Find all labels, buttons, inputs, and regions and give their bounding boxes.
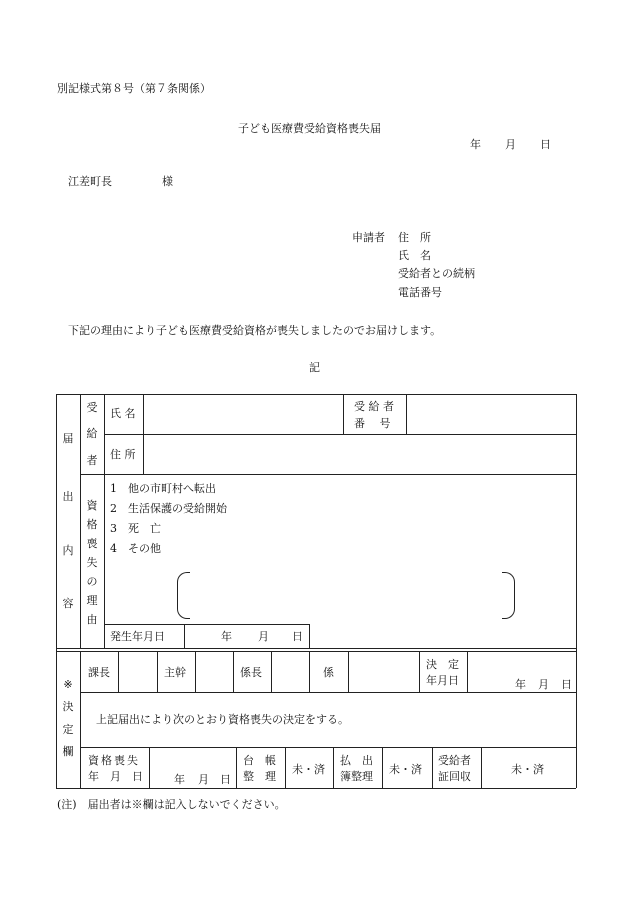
decision-month-label: 月 <box>538 678 549 691</box>
beneficiary-number-label: 番 号 <box>354 417 391 430</box>
reason-option-2: 2 生活保護の受給開始 <box>110 502 227 515</box>
beneficiary-number-label: 受 給 者 <box>354 400 394 413</box>
section2-label-char: ※ <box>63 678 73 691</box>
beneficiary-label-char: 給 <box>86 427 98 440</box>
section1-label-char: 出 <box>62 490 74 503</box>
card-return-label: 受給者 <box>438 754 471 767</box>
occurrence-year-label: 年 <box>221 630 232 643</box>
reason-label-char: 喪 <box>86 537 98 550</box>
card-return-status: 未・済 <box>511 763 544 776</box>
reason-option-3: 3 死 亡 <box>110 522 161 535</box>
loss-day-label: 日 <box>220 773 231 786</box>
reason-label-char: 理 <box>86 594 98 607</box>
ledger-label: 整 理 <box>243 770 276 783</box>
beneficiary-label-char: 受 <box>86 401 98 414</box>
name-label: 氏 名 <box>110 407 136 420</box>
payout-label: 簿整理 <box>340 770 373 783</box>
applicant-address-label: 住 所 <box>398 231 431 244</box>
form-title: 子ども医療費受給資格喪失届 <box>238 122 381 135</box>
date-year-label: 年 <box>470 138 481 151</box>
decision-date-label: 決 定 <box>426 658 459 671</box>
applicant-phone-label: 電話番号 <box>398 286 442 299</box>
applicant-label: 申請者 <box>352 231 385 244</box>
section1-label-char: 内 <box>62 544 74 557</box>
address-label: 住 所 <box>110 448 136 461</box>
kacho-label: 課長 <box>88 666 110 679</box>
section2-label-char: 決 <box>62 700 74 713</box>
kakari-label: 係 <box>323 666 334 679</box>
decision-statement: 上記届出により次のとおり資格喪失の決定をする。 <box>96 713 349 726</box>
reason-label-char: 失 <box>86 556 98 569</box>
section1-label-char: 届 <box>62 432 74 445</box>
other-reason-bracket-left <box>177 572 190 619</box>
section2-label-char: 欄 <box>62 745 74 758</box>
ledger-label: 台 帳 <box>243 754 276 767</box>
applicant-relation-label: 受給者との続柄 <box>398 267 475 280</box>
date-month-label: 月 <box>505 138 516 151</box>
occurrence-date-label: 発生年月日 <box>110 630 165 643</box>
loss-month-label: 月 <box>198 773 209 786</box>
date-day-label: 日 <box>540 138 551 151</box>
other-reason-bracket-right <box>502 572 515 619</box>
kakaricho-label: 係長 <box>240 666 262 679</box>
applicant-name-label: 氏 名 <box>398 249 431 262</box>
beneficiary-label-char: 者 <box>86 454 98 467</box>
reason-label-char: 由 <box>86 613 98 626</box>
payout-status: 未・済 <box>389 763 422 776</box>
reason-label-char: 格 <box>86 518 98 531</box>
loss-year-label: 年 <box>174 773 185 786</box>
recipient-honorific: 様 <box>162 175 173 188</box>
ki-heading: 記 <box>309 361 320 374</box>
loss-date-label: 年 月 日 <box>88 770 143 783</box>
occurrence-day-label: 日 <box>292 630 303 643</box>
section2-label-char: 定 <box>62 723 74 736</box>
shukan-label: 主幹 <box>164 666 186 679</box>
reason-label-char: 資 <box>86 499 98 512</box>
decision-date-label: 年月日 <box>426 674 459 687</box>
ledger-status: 未・済 <box>292 763 325 776</box>
reason-option-1: 1 他の市町村へ転出 <box>110 482 216 495</box>
occurrence-month-label: 月 <box>258 630 269 643</box>
decision-year-label: 年 <box>515 678 526 691</box>
reason-label-char: の <box>86 575 98 588</box>
loss-date-label: 資格喪失 <box>88 754 140 767</box>
footnote: (注) 届出者は※欄は記入しないでください。 <box>57 798 286 811</box>
card-return-label: 証回収 <box>438 770 471 783</box>
recipient-name: 江差町長 <box>68 175 112 188</box>
section1-label-char: 容 <box>62 597 74 610</box>
decision-day-label: 日 <box>561 678 572 691</box>
reason-option-4: 4 その他 <box>110 542 161 555</box>
form-reference: 別記様式第８号（第７条関係） <box>57 82 211 95</box>
payout-label: 払 出 <box>340 754 373 767</box>
intro-text: 下記の理由により子ども医療費受給資格が喪失しましたのでお届けします。 <box>68 324 442 337</box>
